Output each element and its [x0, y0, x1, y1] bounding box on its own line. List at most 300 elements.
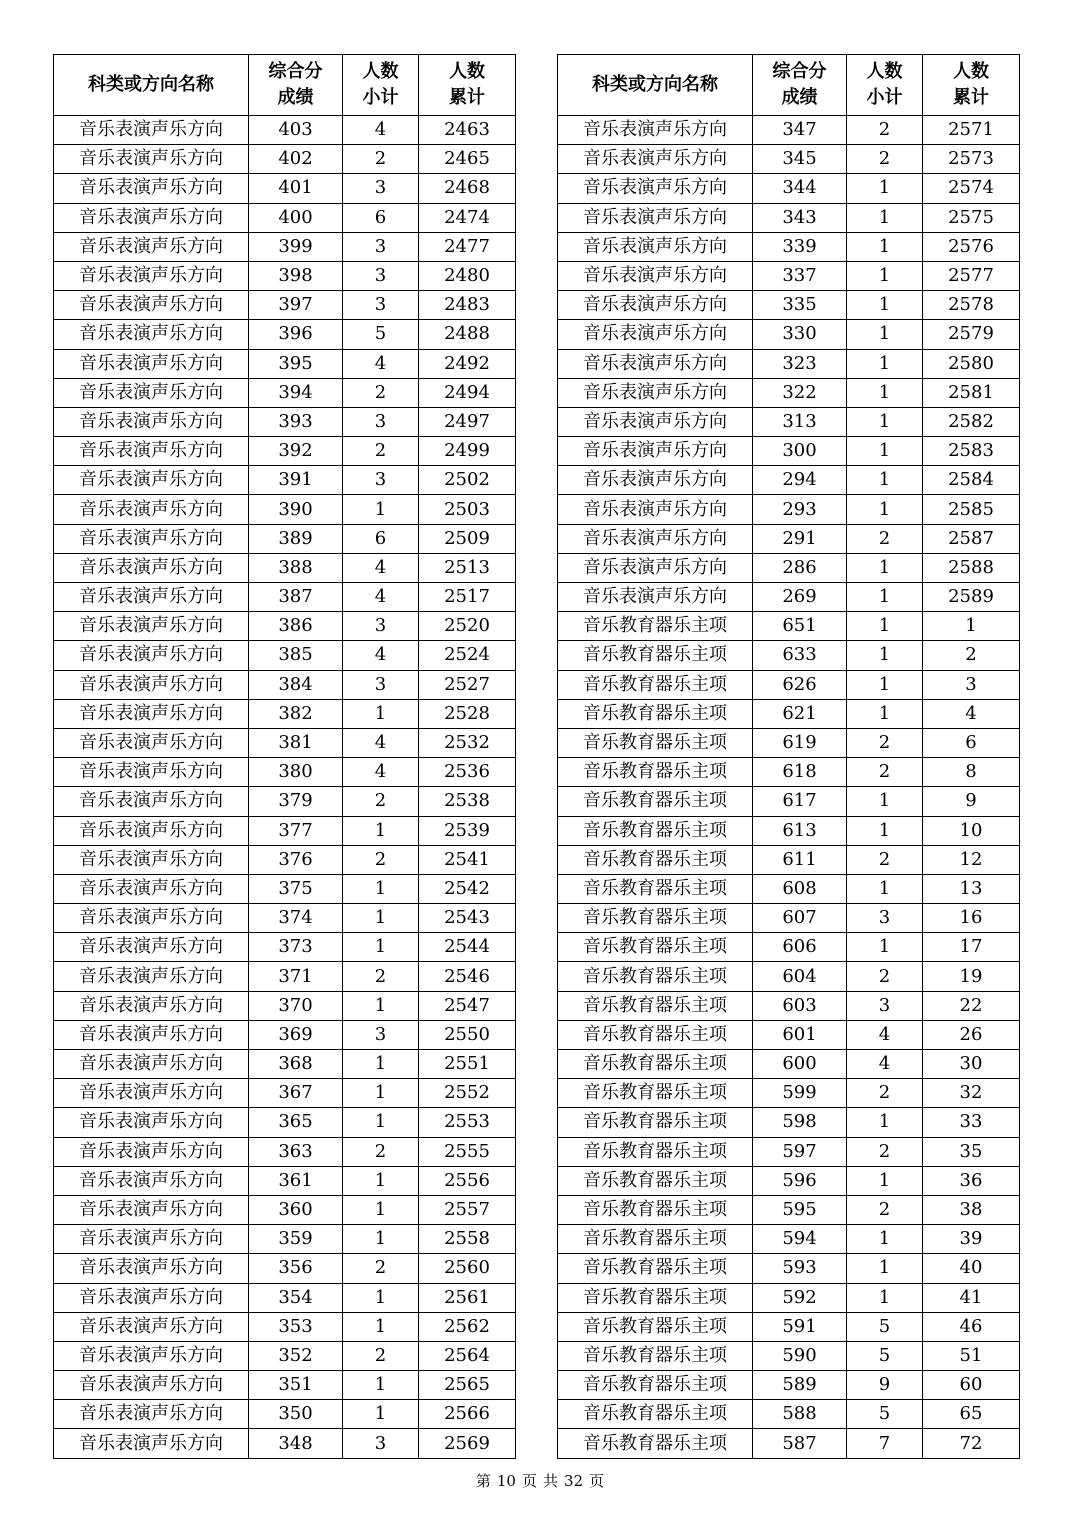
cell-name: 音乐教育器乐主项 [558, 1312, 753, 1341]
cell-cumulative: 2474 [419, 203, 516, 232]
cell-cumulative: 40 [923, 1254, 1020, 1283]
table-row [558, 816, 1020, 845]
cell-score: 633 [753, 641, 847, 670]
cell-name: 音乐教育器乐主项 [558, 1371, 753, 1400]
cell-cumulative: 2543 [419, 904, 516, 933]
cell-score: 337 [753, 261, 847, 290]
header-count: 人数 小计 [343, 55, 419, 116]
cell-name: 音乐表演声乐方向 [54, 524, 249, 553]
cell-count: 3 [343, 1020, 419, 1049]
cell-score: 379 [249, 787, 343, 816]
cell-cumulative: 16 [923, 904, 1020, 933]
table-row [54, 1400, 516, 1429]
cell-cumulative: 2517 [419, 583, 516, 612]
cell-count: 1 [847, 232, 923, 261]
cell-cumulative: 2468 [419, 174, 516, 203]
cell-name: 音乐表演声乐方向 [54, 758, 249, 787]
cell-name: 音乐表演声乐方向 [54, 845, 249, 874]
cell-count: 1 [343, 699, 419, 728]
cell-count: 7 [847, 1429, 923, 1458]
cell-name: 音乐表演声乐方向 [54, 1371, 249, 1400]
cell-score: 604 [753, 962, 847, 991]
cell-score: 589 [753, 1371, 847, 1400]
cell-name: 音乐教育器乐主项 [558, 1079, 753, 1108]
cell-score: 335 [753, 291, 847, 320]
cell-name: 音乐表演声乐方向 [54, 349, 249, 378]
cell-cumulative: 2539 [419, 816, 516, 845]
cell-name: 音乐教育器乐主项 [558, 1108, 753, 1137]
cell-count: 2 [847, 1195, 923, 1224]
header-name: 科类或方向名称 [54, 55, 249, 116]
cell-count: 3 [343, 1429, 419, 1458]
cell-count: 1 [343, 1050, 419, 1079]
cell-score: 608 [753, 874, 847, 903]
cell-name: 音乐教育器乐主项 [558, 845, 753, 874]
cell-name: 音乐表演声乐方向 [54, 816, 249, 845]
table-row [558, 612, 1020, 641]
cell-score: 359 [249, 1225, 343, 1254]
table-row [558, 553, 1020, 582]
cell-cumulative: 2497 [419, 407, 516, 436]
cell-name: 音乐表演声乐方向 [54, 407, 249, 436]
cell-count: 1 [343, 933, 419, 962]
cell-cumulative: 2488 [419, 320, 516, 349]
table-row [54, 320, 516, 349]
cell-score: 286 [753, 553, 847, 582]
cell-name: 音乐教育器乐主项 [558, 962, 753, 991]
cell-count: 1 [847, 816, 923, 845]
cell-score: 587 [753, 1429, 847, 1458]
table-row [558, 1050, 1020, 1079]
cell-cumulative: 2581 [923, 378, 1020, 407]
table-row [54, 962, 516, 991]
cell-score: 617 [753, 787, 847, 816]
table-row [558, 1020, 1020, 1049]
cell-name: 音乐教育器乐主项 [558, 1020, 753, 1049]
cell-name: 音乐教育器乐主项 [558, 1225, 753, 1254]
cell-score: 385 [249, 641, 343, 670]
cell-cumulative: 22 [923, 991, 1020, 1020]
cell-cumulative: 2588 [923, 553, 1020, 582]
cell-name: 音乐表演声乐方向 [54, 466, 249, 495]
cell-score: 394 [249, 378, 343, 407]
table-row [558, 1429, 1020, 1458]
cell-name: 音乐表演声乐方向 [54, 320, 249, 349]
cell-count: 1 [847, 378, 923, 407]
cell-count: 3 [343, 466, 419, 495]
cell-cumulative: 19 [923, 962, 1020, 991]
cell-cumulative: 2576 [923, 232, 1020, 261]
cell-name: 音乐教育器乐主项 [558, 1137, 753, 1166]
cell-count: 1 [847, 261, 923, 290]
table-row [54, 524, 516, 553]
cell-cumulative: 30 [923, 1050, 1020, 1079]
cell-name: 音乐表演声乐方向 [54, 1108, 249, 1137]
cell-name: 音乐表演声乐方向 [54, 1429, 249, 1458]
cell-cumulative: 2589 [923, 583, 1020, 612]
cell-count: 1 [847, 583, 923, 612]
table-row [558, 787, 1020, 816]
cell-count: 1 [847, 1225, 923, 1254]
cell-cumulative: 2577 [923, 261, 1020, 290]
cell-name: 音乐教育器乐主项 [558, 1254, 753, 1283]
cell-name: 音乐表演声乐方向 [54, 1283, 249, 1312]
cell-count: 1 [847, 553, 923, 582]
cell-cumulative: 33 [923, 1108, 1020, 1137]
header-score: 综合分 成绩 [753, 55, 847, 116]
cell-count: 2 [343, 1341, 419, 1370]
cell-name: 音乐表演声乐方向 [54, 553, 249, 582]
table-row [54, 1225, 516, 1254]
cell-count: 3 [343, 612, 419, 641]
cell-name: 音乐表演声乐方向 [558, 407, 753, 436]
cell-score: 347 [753, 116, 847, 145]
cell-cumulative: 2477 [419, 232, 516, 261]
cell-name: 音乐表演声乐方向 [558, 378, 753, 407]
table-row [54, 1166, 516, 1195]
page-number: 10 [496, 1472, 516, 1490]
cell-cumulative: 2492 [419, 349, 516, 378]
cell-cumulative: 2538 [419, 787, 516, 816]
table-row [558, 407, 1020, 436]
cell-score: 291 [753, 524, 847, 553]
table-row [558, 1371, 1020, 1400]
cell-score: 300 [753, 437, 847, 466]
cell-score: 601 [753, 1020, 847, 1049]
cell-name: 音乐表演声乐方向 [558, 524, 753, 553]
table-row [54, 874, 516, 903]
cell-count: 4 [343, 116, 419, 145]
cell-count: 1 [343, 1225, 419, 1254]
cell-count: 5 [847, 1341, 923, 1370]
cell-cumulative: 2573 [923, 145, 1020, 174]
cell-count: 4 [343, 758, 419, 787]
header-count: 人数 小计 [847, 55, 923, 116]
cell-score: 382 [249, 699, 343, 728]
cell-count: 1 [847, 495, 923, 524]
table-row [558, 991, 1020, 1020]
cell-score: 596 [753, 1166, 847, 1195]
cell-score: 322 [753, 378, 847, 407]
cell-cumulative: 2536 [419, 758, 516, 787]
cell-count: 1 [343, 816, 419, 845]
cell-count: 3 [847, 991, 923, 1020]
table-row [558, 845, 1020, 874]
table-row [54, 1020, 516, 1049]
cell-score: 363 [249, 1137, 343, 1166]
cell-score: 393 [249, 407, 343, 436]
cell-count: 1 [847, 466, 923, 495]
header-name: 科类或方向名称 [558, 55, 753, 116]
cell-count: 1 [343, 1283, 419, 1312]
table-row [54, 495, 516, 524]
cell-score: 594 [753, 1225, 847, 1254]
table-row [558, 1166, 1020, 1195]
table-row [54, 349, 516, 378]
cell-name: 音乐表演声乐方向 [54, 291, 249, 320]
cell-count: 1 [343, 874, 419, 903]
cell-cumulative: 2587 [923, 524, 1020, 553]
cell-name: 音乐表演声乐方向 [558, 174, 753, 203]
cell-count: 1 [343, 1108, 419, 1137]
cell-cumulative: 35 [923, 1137, 1020, 1166]
table-row [54, 407, 516, 436]
cell-score: 402 [249, 145, 343, 174]
table-row [558, 1254, 1020, 1283]
cell-name: 音乐教育器乐主项 [558, 1283, 753, 1312]
cell-count: 1 [343, 1312, 419, 1341]
cell-name: 音乐表演声乐方向 [54, 962, 249, 991]
cell-cumulative: 3 [923, 670, 1020, 699]
table-row [54, 203, 516, 232]
cell-count: 1 [847, 437, 923, 466]
cell-score: 392 [249, 437, 343, 466]
table-row [54, 553, 516, 582]
cell-score: 368 [249, 1050, 343, 1079]
cell-count: 1 [343, 991, 419, 1020]
table-row [558, 232, 1020, 261]
cell-score: 339 [753, 232, 847, 261]
cell-name: 音乐教育器乐主项 [558, 699, 753, 728]
cell-score: 403 [249, 116, 343, 145]
table-row [558, 699, 1020, 728]
cell-count: 2 [847, 145, 923, 174]
cell-score: 380 [249, 758, 343, 787]
cell-score: 375 [249, 874, 343, 903]
cell-count: 1 [847, 641, 923, 670]
cell-score: 381 [249, 728, 343, 757]
table-row [54, 1283, 516, 1312]
table-row [54, 1050, 516, 1079]
cell-score: 603 [753, 991, 847, 1020]
cell-score: 367 [249, 1079, 343, 1108]
cell-cumulative: 2556 [419, 1166, 516, 1195]
cell-cumulative: 72 [923, 1429, 1020, 1458]
cell-score: 613 [753, 816, 847, 845]
cell-count: 2 [343, 378, 419, 407]
cell-count: 4 [343, 641, 419, 670]
cell-cumulative: 36 [923, 1166, 1020, 1195]
cell-cumulative: 2547 [419, 991, 516, 1020]
cell-name: 音乐教育器乐主项 [558, 641, 753, 670]
cell-name: 音乐教育器乐主项 [558, 1429, 753, 1458]
cell-name: 音乐表演声乐方向 [558, 145, 753, 174]
table-row [558, 1079, 1020, 1108]
cell-name: 音乐教育器乐主项 [558, 816, 753, 845]
cell-name: 音乐表演声乐方向 [54, 1225, 249, 1254]
cell-cumulative: 2583 [923, 437, 1020, 466]
table-row [54, 787, 516, 816]
cell-name: 音乐表演声乐方向 [54, 145, 249, 174]
cell-cumulative: 65 [923, 1400, 1020, 1429]
score-table-right [557, 54, 1020, 1459]
cell-cumulative: 60 [923, 1371, 1020, 1400]
cell-score: 384 [249, 670, 343, 699]
cell-cumulative: 39 [923, 1225, 1020, 1254]
cell-name: 音乐表演声乐方向 [54, 933, 249, 962]
cell-score: 352 [249, 1341, 343, 1370]
cell-score: 599 [753, 1079, 847, 1108]
cell-name: 音乐教育器乐主项 [558, 874, 753, 903]
cell-cumulative: 2562 [419, 1312, 516, 1341]
cell-name: 音乐表演声乐方向 [54, 787, 249, 816]
cell-count: 3 [343, 291, 419, 320]
table-row [54, 1137, 516, 1166]
table-row [558, 466, 1020, 495]
cell-cumulative: 51 [923, 1341, 1020, 1370]
cell-score: 398 [249, 261, 343, 290]
table-row [558, 758, 1020, 787]
table-row [54, 641, 516, 670]
header-cumulative: 人数 累计 [419, 55, 516, 116]
table-row [54, 437, 516, 466]
table-row [54, 845, 516, 874]
table-row [558, 1108, 1020, 1137]
cell-score: 373 [249, 933, 343, 962]
cell-cumulative: 2578 [923, 291, 1020, 320]
cell-name: 音乐表演声乐方向 [558, 116, 753, 145]
header-cumulative: 人数 累计 [923, 55, 1020, 116]
cell-count: 1 [343, 904, 419, 933]
table-header-row [54, 55, 516, 116]
cell-cumulative: 2551 [419, 1050, 516, 1079]
cell-name: 音乐表演声乐方向 [54, 874, 249, 903]
cell-name: 音乐表演声乐方向 [54, 583, 249, 612]
cell-score: 607 [753, 904, 847, 933]
cell-score: 376 [249, 845, 343, 874]
cell-score: 374 [249, 904, 343, 933]
cell-name: 音乐表演声乐方向 [54, 641, 249, 670]
cell-cumulative: 17 [923, 933, 1020, 962]
cell-name: 音乐表演声乐方向 [558, 495, 753, 524]
cell-cumulative: 2560 [419, 1254, 516, 1283]
table-row [54, 261, 516, 290]
cell-name: 音乐教育器乐主项 [558, 758, 753, 787]
cell-score: 391 [249, 466, 343, 495]
cell-count: 1 [847, 933, 923, 962]
table-row [54, 904, 516, 933]
cell-cumulative: 4 [923, 699, 1020, 728]
cell-cumulative: 2520 [419, 612, 516, 641]
cell-score: 354 [249, 1283, 343, 1312]
cell-count: 4 [847, 1020, 923, 1049]
cell-score: 389 [249, 524, 343, 553]
table-row [558, 1225, 1020, 1254]
cell-name: 音乐表演声乐方向 [54, 203, 249, 232]
cell-count: 1 [847, 787, 923, 816]
cell-cumulative: 2582 [923, 407, 1020, 436]
cell-score: 598 [753, 1108, 847, 1137]
cell-count: 2 [847, 728, 923, 757]
cell-name: 音乐表演声乐方向 [54, 904, 249, 933]
cell-score: 313 [753, 407, 847, 436]
table-row [54, 1195, 516, 1224]
cell-name: 音乐表演声乐方向 [54, 437, 249, 466]
cell-score: 590 [753, 1341, 847, 1370]
cell-name: 音乐表演声乐方向 [54, 232, 249, 261]
cell-cumulative: 2544 [419, 933, 516, 962]
cell-cumulative: 2542 [419, 874, 516, 903]
cell-count: 1 [847, 612, 923, 641]
cell-name: 音乐表演声乐方向 [558, 437, 753, 466]
cell-count: 4 [343, 728, 419, 757]
cell-cumulative: 2527 [419, 670, 516, 699]
cell-cumulative: 12 [923, 845, 1020, 874]
cell-name: 音乐表演声乐方向 [54, 1137, 249, 1166]
table-row [54, 612, 516, 641]
cell-name: 音乐教育器乐主项 [558, 728, 753, 757]
cell-name: 音乐表演声乐方向 [558, 349, 753, 378]
cell-score: 269 [753, 583, 847, 612]
cell-count: 3 [343, 407, 419, 436]
header-score: 综合分 成绩 [249, 55, 343, 116]
cell-count: 1 [847, 291, 923, 320]
cell-score: 591 [753, 1312, 847, 1341]
table-row [558, 437, 1020, 466]
table-row [54, 991, 516, 1020]
cell-cumulative: 2579 [923, 320, 1020, 349]
cell-count: 4 [847, 1050, 923, 1079]
cell-count: 3 [343, 174, 419, 203]
cell-count: 2 [847, 524, 923, 553]
table-row [558, 1283, 1020, 1312]
cell-cumulative: 2483 [419, 291, 516, 320]
cell-count: 1 [847, 1283, 923, 1312]
cell-name: 音乐表演声乐方向 [54, 699, 249, 728]
cell-cumulative: 2499 [419, 437, 516, 466]
cell-score: 345 [753, 145, 847, 174]
cell-score: 621 [753, 699, 847, 728]
cell-cumulative: 2503 [419, 495, 516, 524]
cell-cumulative: 2550 [419, 1020, 516, 1049]
cell-count: 4 [343, 583, 419, 612]
cell-name: 音乐表演声乐方向 [558, 261, 753, 290]
cell-count: 2 [847, 1137, 923, 1166]
cell-score: 397 [249, 291, 343, 320]
table-row [558, 1137, 1020, 1166]
cell-score: 618 [753, 758, 847, 787]
cell-cumulative: 2463 [419, 116, 516, 145]
cell-name: 音乐表演声乐方向 [54, 495, 249, 524]
cell-name: 音乐教育器乐主项 [558, 787, 753, 816]
cell-count: 9 [847, 1371, 923, 1400]
cell-score: 371 [249, 962, 343, 991]
cell-cumulative: 8 [923, 758, 1020, 787]
cell-name: 音乐表演声乐方向 [54, 670, 249, 699]
cell-name: 音乐表演声乐方向 [54, 728, 249, 757]
cell-count: 1 [847, 174, 923, 203]
cell-score: 353 [249, 1312, 343, 1341]
cell-count: 2 [847, 758, 923, 787]
table-row [558, 933, 1020, 962]
cell-score: 343 [753, 203, 847, 232]
cell-cumulative: 2575 [923, 203, 1020, 232]
cell-score: 370 [249, 991, 343, 1020]
cell-score: 396 [249, 320, 343, 349]
cell-cumulative: 2555 [419, 1137, 516, 1166]
cell-score: 350 [249, 1400, 343, 1429]
cell-count: 1 [847, 349, 923, 378]
table-row [54, 1429, 516, 1458]
cell-name: 音乐教育器乐主项 [558, 1341, 753, 1370]
table-row [558, 349, 1020, 378]
table-row [54, 1371, 516, 1400]
table-row [558, 145, 1020, 174]
cell-name: 音乐表演声乐方向 [558, 320, 753, 349]
cell-count: 4 [343, 349, 419, 378]
cell-cumulative: 2584 [923, 466, 1020, 495]
cell-score: 294 [753, 466, 847, 495]
